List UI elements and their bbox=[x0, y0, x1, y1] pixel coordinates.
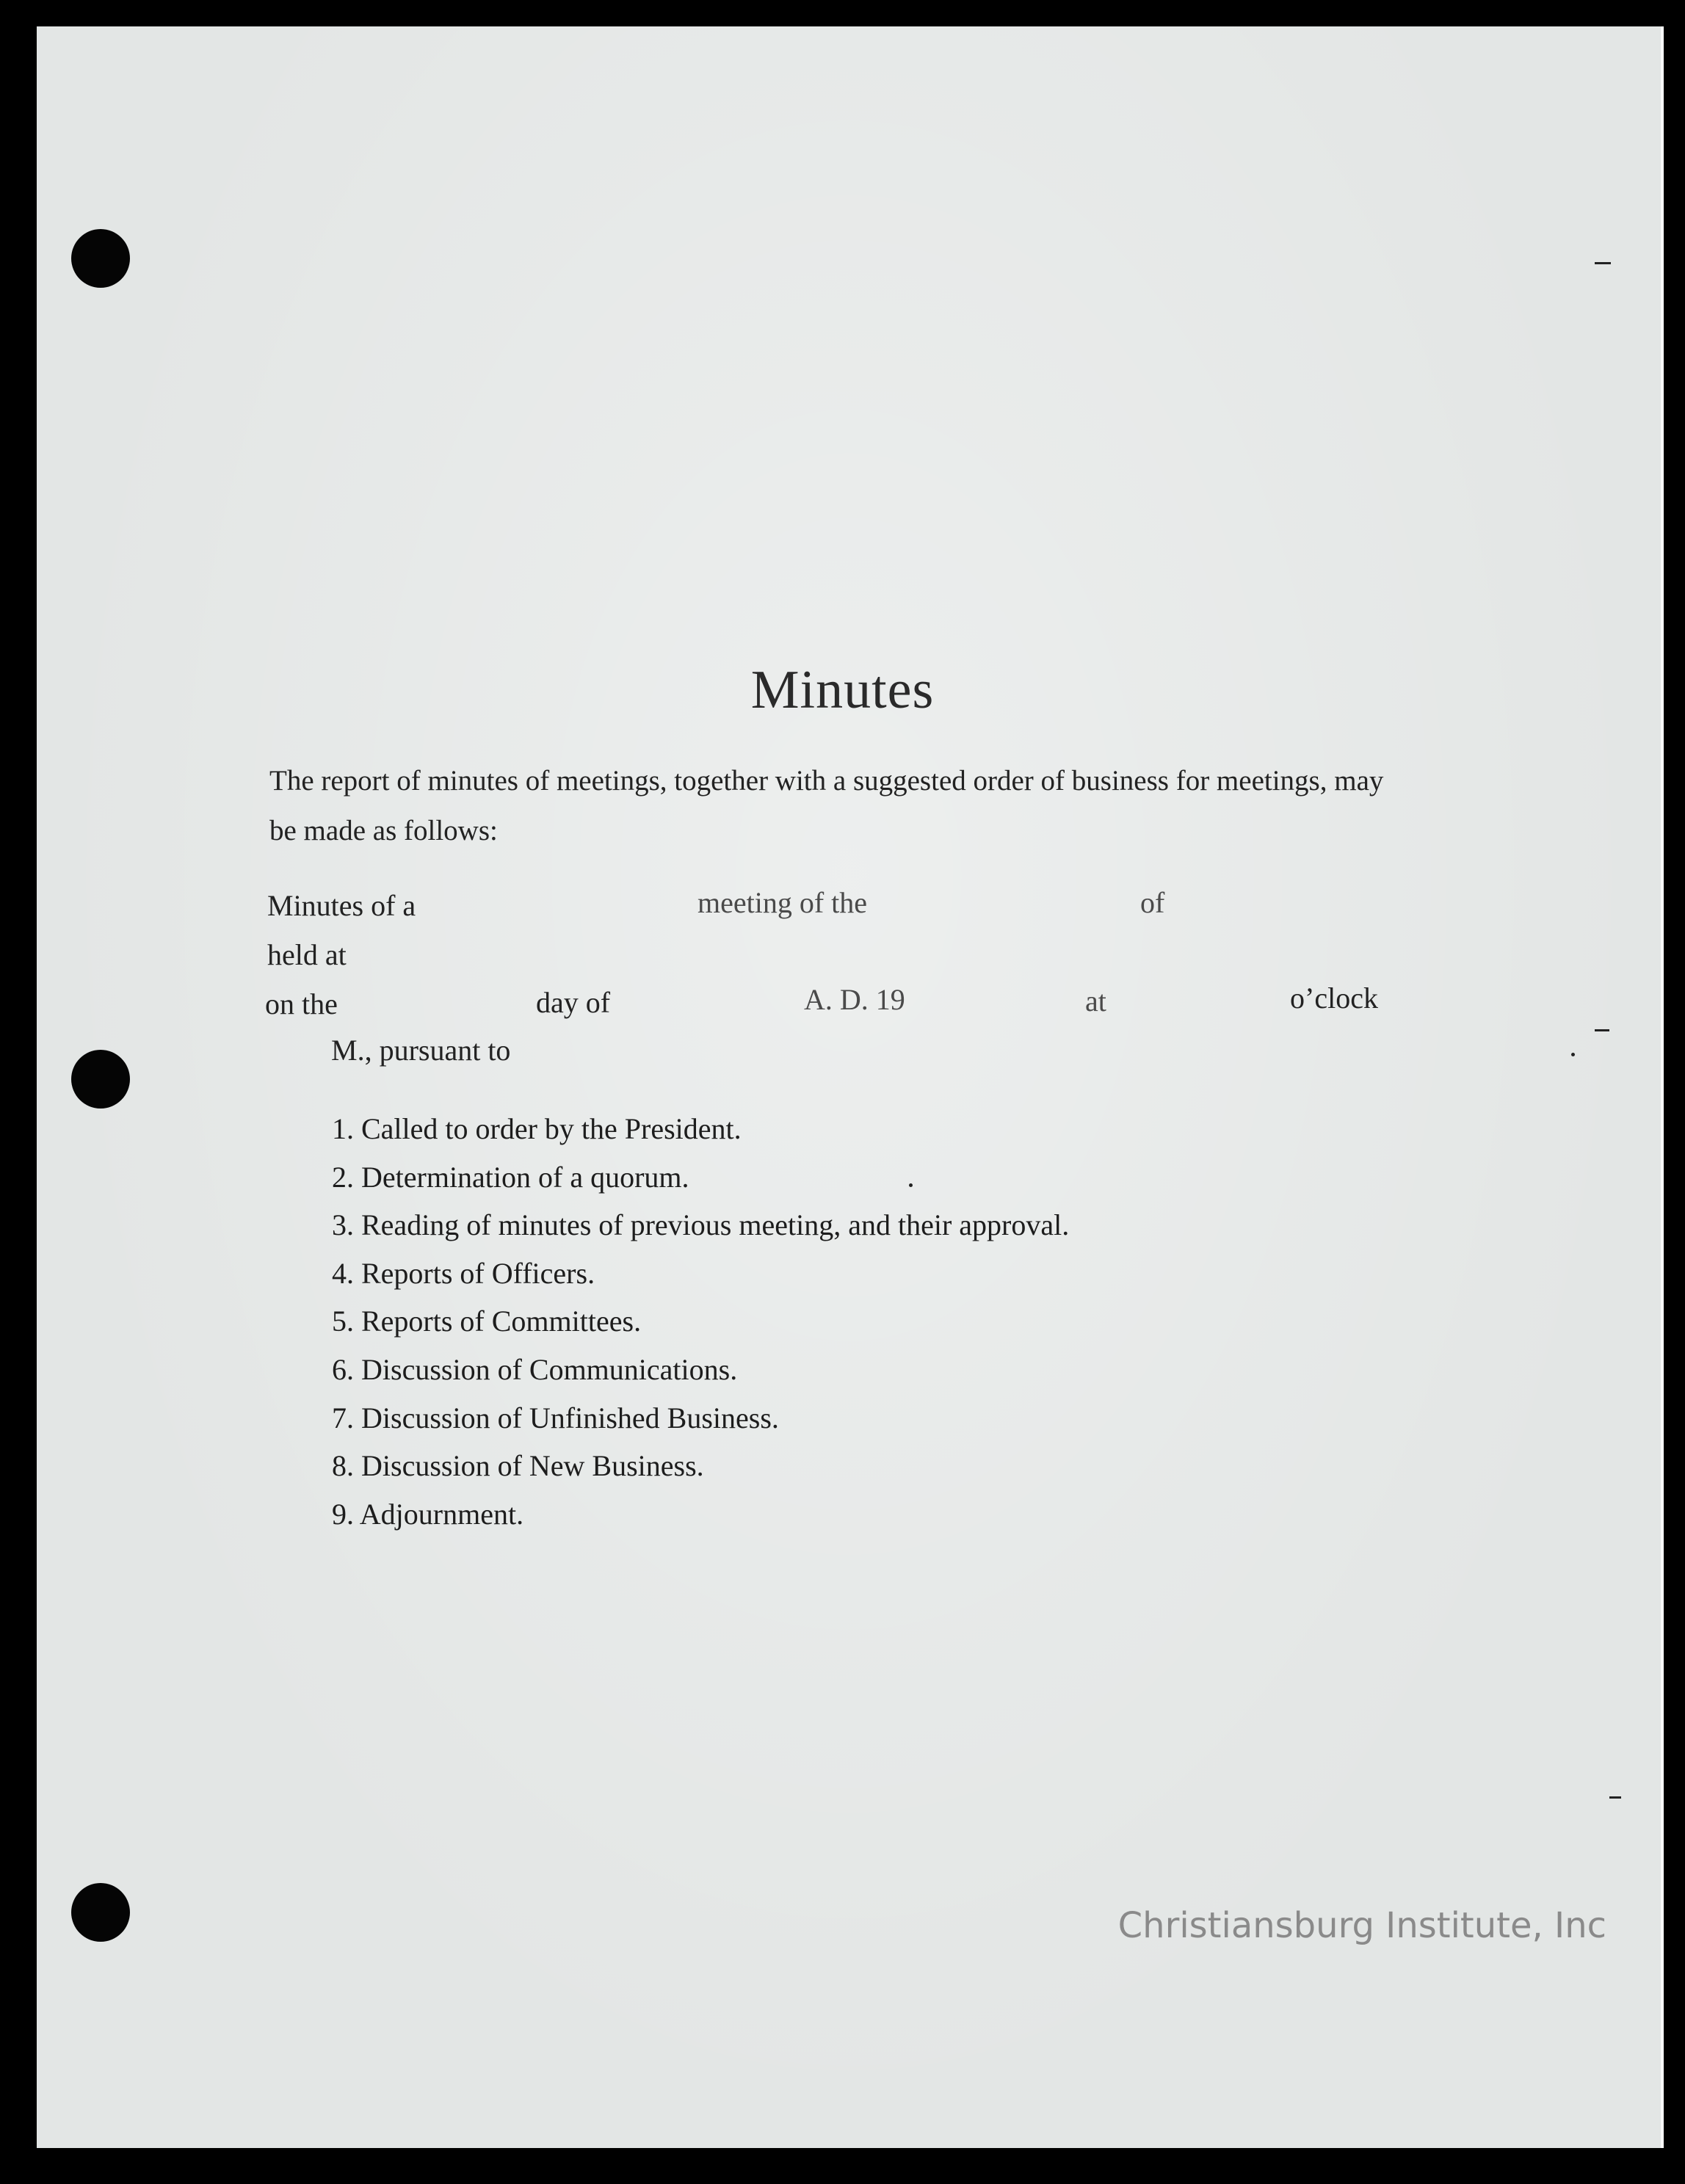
list-item: 9. Adjournment. bbox=[332, 1497, 524, 1531]
paper-mark bbox=[1595, 262, 1611, 264]
list-item: 7. Discussion of Unfinished Business. bbox=[332, 1401, 779, 1434]
paper-mark bbox=[1595, 1029, 1609, 1031]
punch-hole-middle bbox=[71, 1050, 130, 1109]
form-label-minutes-of-a: Minutes of a bbox=[267, 889, 416, 922]
list-item: 3. Reading of minutes of previous meeting, and their approval. bbox=[332, 1208, 1070, 1242]
list-item: 5. Reports of Committees. bbox=[332, 1305, 642, 1338]
form-label-held-at: held at bbox=[267, 938, 347, 971]
list-item: 4. Reports of Officers. bbox=[332, 1256, 595, 1290]
form-label-ad-19: A. D. 19 bbox=[804, 983, 905, 1016]
list-item: 2. Determination of a quorum. bbox=[332, 1160, 689, 1194]
form-label-day-of: day of bbox=[536, 986, 611, 1019]
paper-mark bbox=[1609, 1796, 1621, 1799]
form-label-at: at bbox=[1085, 984, 1106, 1017]
form-label-of: of bbox=[1140, 886, 1165, 919]
list-item: 6. Discussion of Communications. bbox=[332, 1352, 738, 1386]
punch-hole-top bbox=[71, 229, 130, 288]
page-title: Minutes bbox=[750, 660, 935, 720]
form-label-meeting-of-the: meeting of the bbox=[697, 886, 868, 919]
form-label-oclock: o’clock bbox=[1290, 982, 1378, 1015]
order-of-business-list bbox=[332, 1105, 1069, 1538]
intro-paragraph: The report of minutes of meetings, together with a suggested order of business for meetings, may be made as follows: bbox=[269, 765, 1384, 846]
form-label-on-the: on the bbox=[265, 987, 338, 1020]
list-item: 1. Called to order by the President. bbox=[332, 1112, 742, 1145]
punch-hole-bottom bbox=[71, 1883, 130, 1942]
paper-sheet bbox=[37, 26, 1664, 2148]
list-item: 8. Discussion of New Business. bbox=[332, 1449, 704, 1483]
form-label-pursuant-to: M., pursuant to bbox=[331, 1034, 511, 1067]
watermark: Christiansburg Institute, Inc bbox=[1117, 1905, 1606, 1946]
paper-mark bbox=[1571, 1053, 1575, 1056]
